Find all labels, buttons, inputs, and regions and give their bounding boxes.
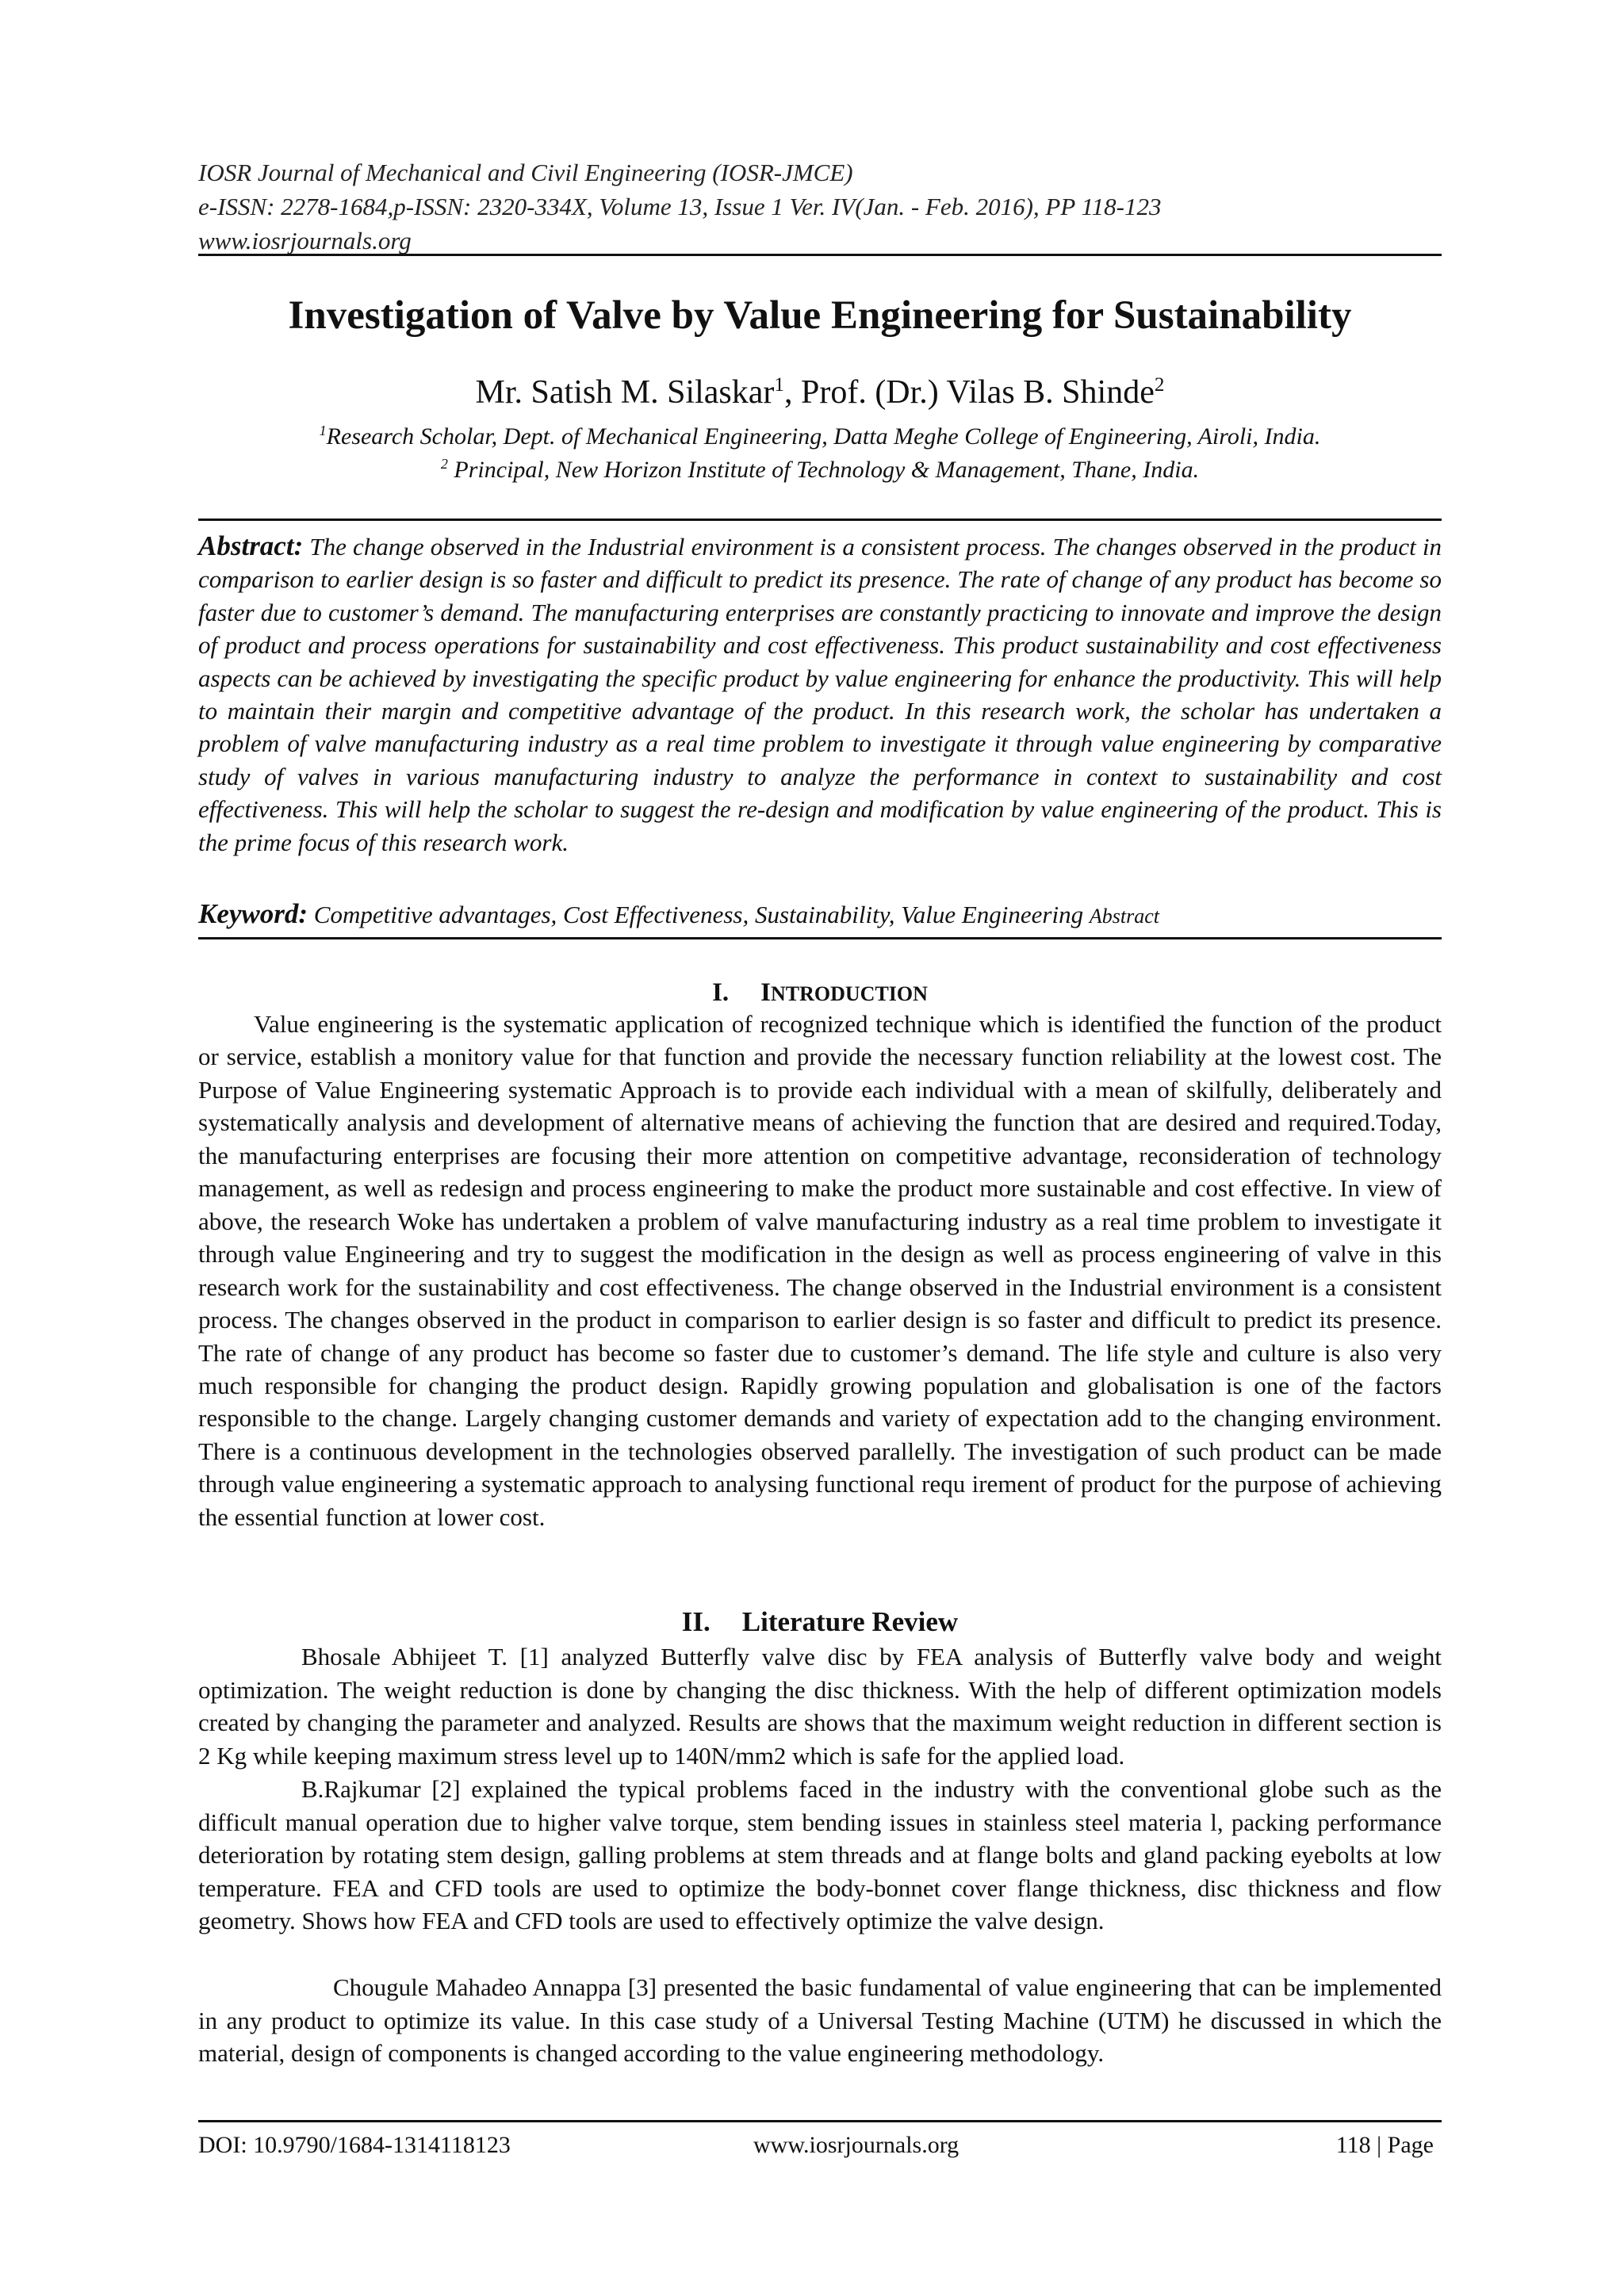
section-title-rest: NTRODUCTION: [771, 982, 928, 1005]
journal-name: IOSR Journal of Mechanical and Civil Engineering (IOSR-JMCE): [198, 159, 853, 186]
affiliation-2-mark: 2: [440, 456, 448, 472]
author-1: Mr. Satish M. Silaskar: [475, 374, 775, 411]
author-separator: ,: [783, 374, 801, 411]
abstract-rule-bottom: [198, 937, 1442, 939]
header-rule: [198, 254, 1442, 256]
affiliation-2: [198, 453, 1442, 487]
abstract-text: The change observed in the Industrial environment is a consistent process. The changes observed in the product in comparison to earlier design is so faster and difficult to predict its presence. The rate of change of any product has become so faster due to customer’s demand. The manufacturing enterprises are constantly practicing to innovate and improve the design of product and process operations for sustainability and cost effectiveness. This product sustainability and cost effectiveness aspects can be achieved by investigating the specific product by value engineering for enhance the productivity. This will help to maintain their margin and competitive advantage of the product. In this research work, the scholar has undertaken a problem of valve manufacturing industry as a real time problem to investigate it through value engineering by comparative study of valves in various manufacturing industry to analyze the performance in context to sustainability and cost effectiveness. This will help the scholar to suggest the re-design and modification by value engineering of the product. This is the prime focus of this research work.: [198, 533, 1442, 856]
affiliation-1-text: Research Scholar, Dept. of Mechanical Engineering, Datta Meghe College of Engineering, Airoli, India.: [326, 423, 1321, 450]
keyword-trailing: Abstract: [1089, 905, 1159, 928]
section-heading-introduction: [198, 975, 1442, 1012]
abstract: [198, 530, 1442, 859]
footer-website[interactable]: www.iosrjournals.org: [753, 2132, 959, 2158]
literature-paragraph: Bhosale Abhijeet T. [1] analyzed Butterfly valve disc by FEA analysis of Butterfly valve body and weight optimization. The weight reduction is done by changing the disc thickness. With the help of different optimization models created by changing the parameter and analyzed. Results are shows that the maximum weight reduction in different section is 2 Kg while keeping maximum stress level up to 140N/mm2 which is safe for the applied load.: [198, 1643, 1442, 1770]
author-2: Prof. (Dr.) Vilas B. Shinde: [800, 374, 1155, 411]
affiliations: [198, 420, 1442, 487]
author-2-mark: 2: [1154, 374, 1165, 396]
introduction-paragraph: Value engineering is the systematic application of recognized technique which is identified the function of the product or service, establish a monitory value for that function and provide the necessary function reliability at the lowest cost. The Purpose of Value Engineering systematic Approach is to provide each individual with a mean of skilfully, deliberately and systematically analysis and development of alternative means of achieving the function that are desired and required.Today, the manufacturing enterprises are focusing their more attention on competitive advantage, reconsideration of technology management, as well as redesign and process engineering to make the product more sustainable and cost effective. In view of above, the research Woke has undertaken a problem of valve manufacturing industry as a real time problem to investigate it through value Engineering and try to suggest the modification in the design as well as process engineering of valve in this research work for the sustainability and cost effectiveness. The change observed in the Industrial environment is a consistent process. The changes observed in the product in comparison to earlier design is so faster and difficult to predict its presence. The rate of change of any product has become so faster due to customer’s demand. The life style and culture is also very much responsible for changing the product design. Rapidly growing population and globalisation is one of the factors responsible to the change. Largely changing customer demands and variety of expectation add to the changing environment. There is a continuous development in the technologies observed parallelly. The investigation of such product can be made through value engineering a systematic approach to analysing functional requ irement of product for the purpose of achieving the essential function at lower cost.: [198, 1010, 1442, 1531]
footer-doi: DOI: 10.9790/1684-1314118123: [198, 2132, 511, 2158]
abstract-rule-top: [198, 519, 1442, 521]
affiliation-1: [198, 420, 1442, 453]
section-title: Literature Review: [741, 1606, 959, 1637]
section-heading-literature-review: [198, 1605, 1442, 1640]
literature-paragraph: B.Rajkumar [2] explained the typical problems faced in the industry with the conventional globe such as the difficult manual operation due to higher valve torque, stem bending issues in stainless steel materia l, packing performance deterioration by rotating stem design, galling problems at stem threads and at flange bolts and gland packing eyebolts at low temperature. FEA and CFD tools are used to optimize the body-bonnet cover flange thickness, disc thickness and flow geometry. Shows how FEA and CFD tools are used to effectively optimize the valve design.: [198, 1775, 1442, 1934]
paper-title: Investigation of Valve by Value Engineering for Sustainability: [288, 293, 1352, 338]
footer-page-number: 118 | Page: [1335, 2132, 1434, 2158]
journal-issn: e-ISSN: 2278-1684,p-ISSN: 2320-334X, Volume 13, Issue 1 Ver. IV(Jan. - Feb. 2016), PP 118-123: [198, 193, 1162, 220]
journal-header: [198, 155, 1442, 258]
section-number: I.: [712, 978, 730, 1007]
keywords: [198, 897, 1442, 933]
section-title-initial: I: [760, 978, 771, 1007]
journal-website: www.iosrjournals.org: [198, 227, 412, 254]
section-number: II.: [681, 1606, 710, 1637]
literature-paragraph: Chougule Mahadeo Annappa [3] presented the basic fundamental of value engineering that can be implemented in any product to optimize its value. In this case study of a Universal Testing Machine (UTM) he discussed in which the material, design of components is changed according to the value engineering methodology.: [198, 1973, 1442, 2067]
author-line: [198, 370, 1442, 415]
affiliation-1-mark: 1: [319, 423, 327, 438]
footer-rule: [198, 2120, 1442, 2122]
page-footer: [198, 2130, 1442, 2161]
author-1-mark: 1: [774, 374, 784, 396]
keyword-text: Competitive advantages, Cost Effectiveness, Sustainability, Value Engineering: [308, 901, 1090, 928]
affiliation-2-text: Principal, New Horizon Institute of Technology & Management, Thane, India.: [447, 457, 1200, 483]
abstract-label: Abstract:: [198, 530, 304, 561]
keyword-label: Keyword:: [198, 898, 308, 929]
